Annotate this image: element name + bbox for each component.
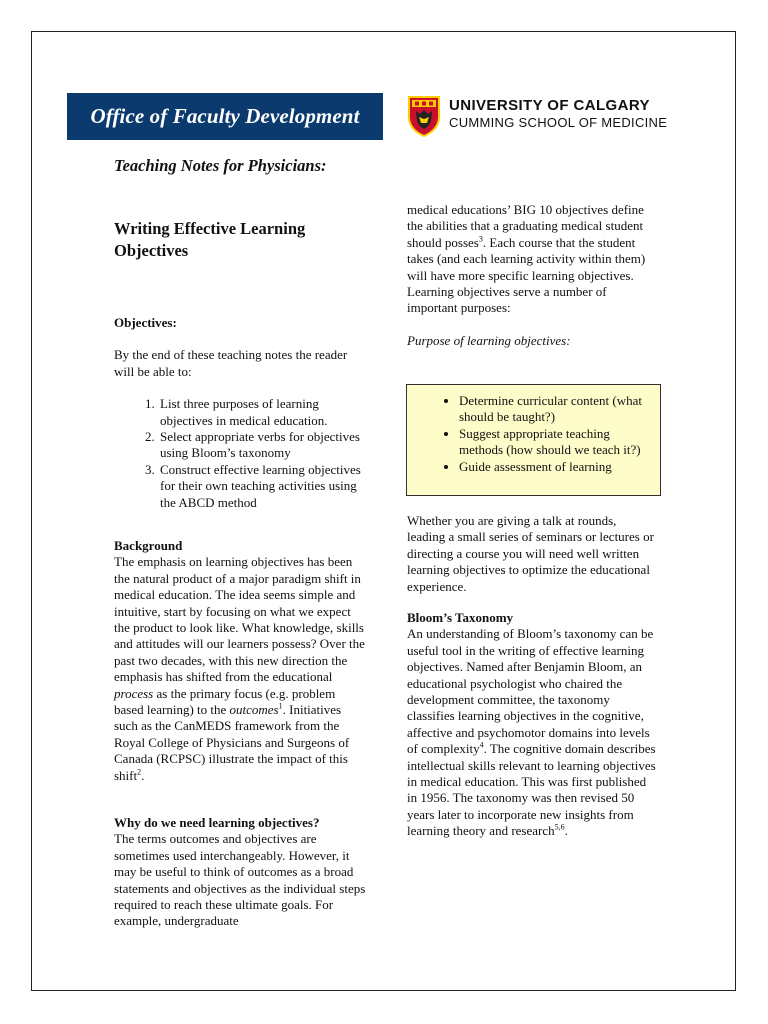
purpose-item: • Guide assessment of learning bbox=[459, 459, 654, 475]
objectives-intro: By the end of these teaching notes the reader will be able to: bbox=[114, 347, 348, 379]
document-title: Writing Effective Learning Objectives bbox=[114, 219, 306, 260]
university-crest-icon bbox=[407, 95, 441, 137]
objectives-list bbox=[114, 396, 366, 511]
university-logo bbox=[407, 95, 667, 139]
bloom-heading: Bloom’s Taxonomy bbox=[407, 610, 514, 625]
purpose-item: • Determine curricular content (what should be taught?) bbox=[459, 393, 654, 426]
bloom-section bbox=[407, 610, 657, 840]
background-section bbox=[114, 538, 366, 784]
purpose-box bbox=[406, 384, 661, 496]
school-name: CUMMING SCHOOL OF MEDICINE bbox=[449, 115, 668, 130]
whether-text: Whether you are giving a talk at rounds, leading a small series of seminars or lectures or directing a course you will need well written learning objectives to optimize the educational experience. bbox=[407, 513, 654, 594]
objectives-heading: Objectives: bbox=[114, 315, 177, 330]
background-heading: Background bbox=[114, 538, 183, 553]
series-title: Teaching Notes for Physicians: bbox=[114, 156, 327, 175]
banner-title: Office of Faculty Development bbox=[90, 104, 360, 128]
purpose-label: Purpose of learning objectives: bbox=[407, 332, 571, 348]
background-text: The emphasis on learning objectives has been the natural product of a major paradigm shift in medical education. The idea seems simple and intuitive, start by focusing on what we expect the product to look like. What knowledge, skills and attitudes will our learners possess? Over the past two decades, with this new direction the emphasis has shifted from the educational process as the primary focus (e.g. problem based learning) to the outcomes$^1$. Initiatives such as the CanMEDS framework from the Royal College of Physicians and Surgeons of Canada (RCPSC) illustrate the impact of this shift$^2$. bbox=[114, 554, 365, 783]
why-continued bbox=[407, 202, 657, 349]
why-text: The terms outcomes and objectives are sometimes used interchangeably. However, it may be useful to think of outcomes as a broad statements and objectives as the individual steps required to reach these ultimate goals. For example, undergraduate bbox=[114, 831, 366, 929]
purpose-item: • Suggest appropriate teaching methods (how should we teach it?) bbox=[459, 426, 654, 459]
office-banner bbox=[67, 93, 383, 140]
objective-item: 2. Select appropriate verbs for objectives using Bloom’s taxonomy bbox=[158, 429, 366, 462]
objective-item: 1. List three purposes of learning objectives in medical education. bbox=[158, 396, 366, 429]
objective-item: 3. Construct effective learning objectives for their own teaching activities using the ABCD method bbox=[158, 462, 366, 511]
why-section bbox=[114, 815, 366, 930]
purpose-list bbox=[407, 393, 654, 475]
bloom-text: An understanding of Bloom’s taxonomy can be useful tool in the writing of effective learning objectives. Named after Benjamin Bloom, an educational psychologist who chaired the development committee, the taxonomy classifies learning objectives in the cognitive, affective and psychomotor domains into levels of complexity$^4$. The cognitive domain describes intellectual skills relevant to learning objectives in medical education. This was first published in 1956. The taxonomy was then revised 50 years later to incorporate new insights from learning theory and research$^{5,6}$. bbox=[407, 626, 656, 839]
objectives-section bbox=[114, 315, 366, 511]
university-name: UNIVERSITY OF CALGARY bbox=[449, 97, 650, 114]
whether-paragraph bbox=[407, 513, 657, 595]
why-continued-text: medical educations’ BIG 10 objectives define the abilities that a graduating medical student should posses$^3$. Each course that the student takes (and each learning activity within them) will have more specific learning objectives. Learning objectives serve a number of important purposes: bbox=[407, 202, 646, 316]
why-heading: Why do we need learning objectives? bbox=[114, 815, 320, 830]
